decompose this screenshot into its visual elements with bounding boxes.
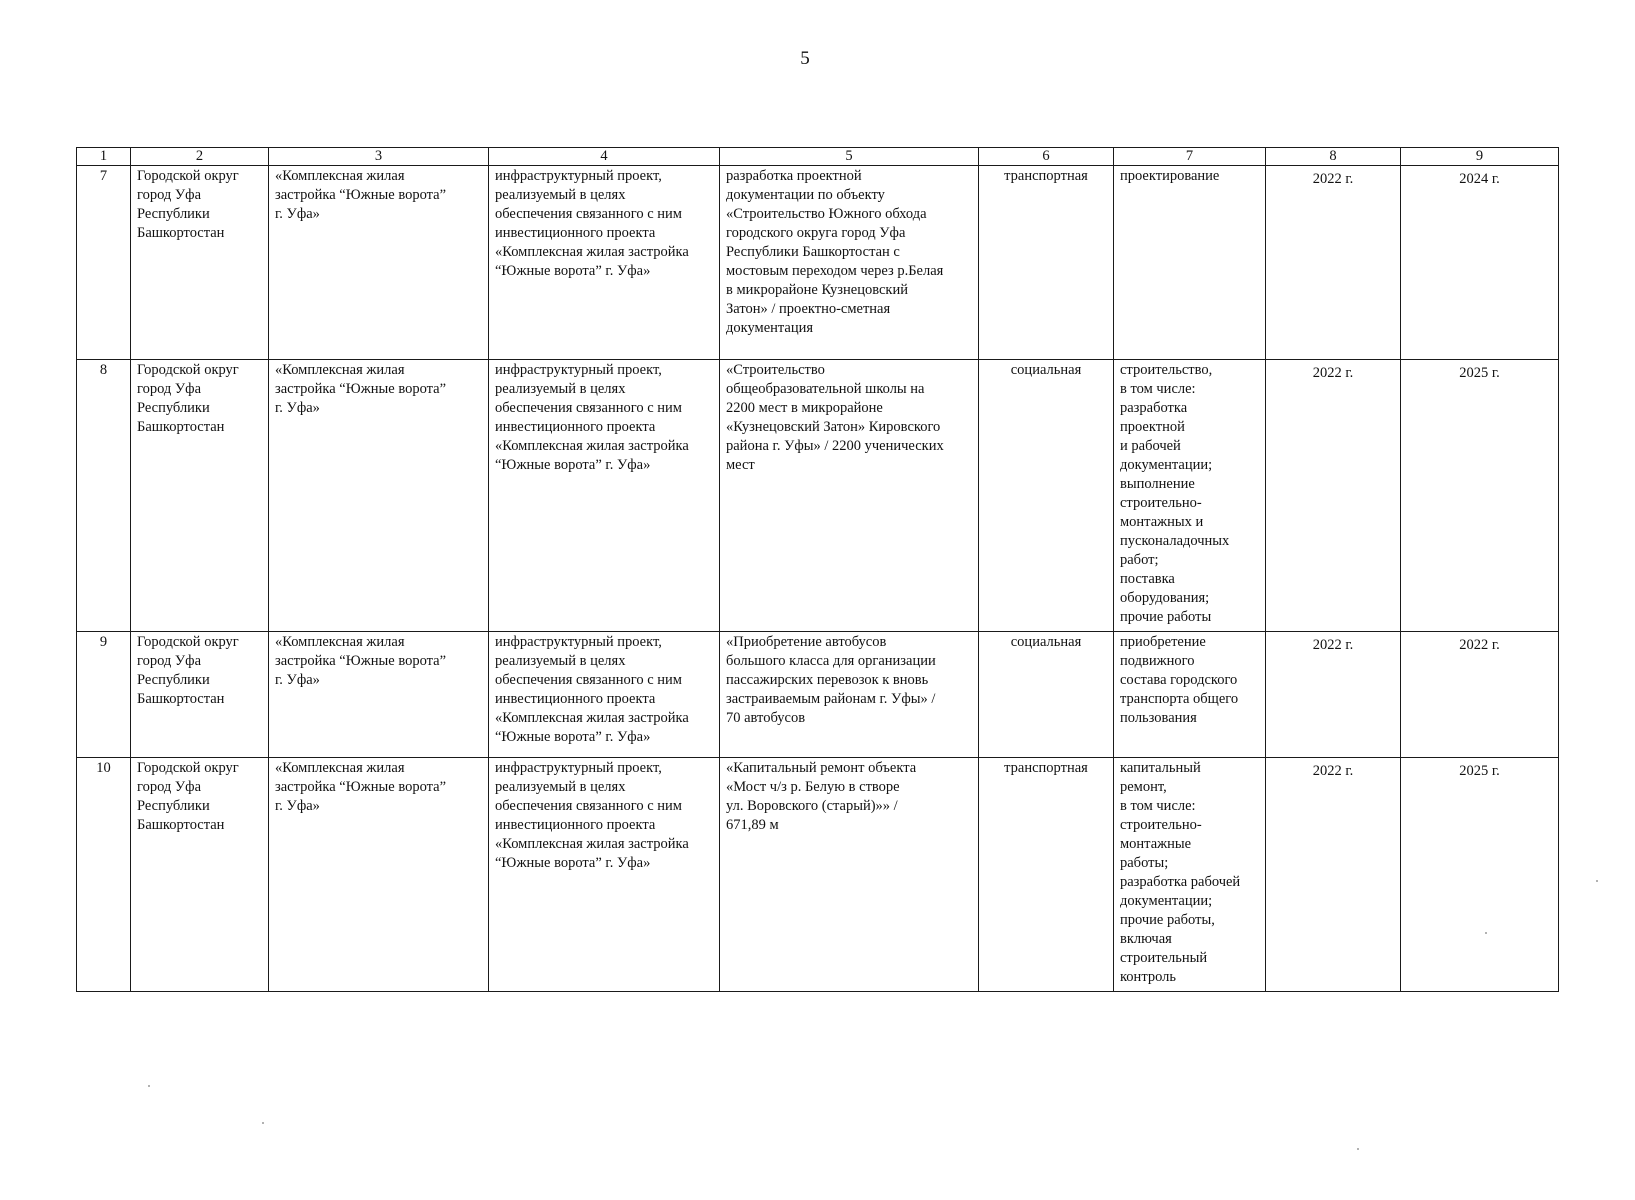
- start-year-cell: 2022 г.: [1266, 166, 1401, 360]
- start-year-cell: 2022 г.: [1266, 360, 1401, 632]
- object-cell: «Строительство общеобразовательной школы на 2200 мест в микрорайоне «Кузнецовский Затон» Кировского района г. Уфы» / 2200 ученических мест: [720, 360, 979, 632]
- column-number-9: 9: [1401, 148, 1559, 166]
- infrastructure-type-cell: транспортная: [979, 758, 1114, 992]
- column-number-3: 3: [269, 148, 489, 166]
- column-number-8: 8: [1266, 148, 1401, 166]
- column-number-4: 4: [489, 148, 720, 166]
- subject-cell: Городской округ город Уфа Республики Башкортостан: [131, 632, 269, 758]
- scan-speck: [148, 1085, 150, 1087]
- infrastructure-project-cell: инфраструктурный проект, реализуемый в целях обеспечения связанного с ним инвестиционного проекта «Комплексная жилая застройка “Южные ворота” г. Уфа»: [489, 166, 720, 360]
- page-number: 5: [800, 48, 810, 69]
- infrastructure-project-cell: инфраструктурный проект, реализуемый в целях обеспечения связанного с ним инвестиционного проекта «Комплексная жилая застройка “Южные ворота” г. Уфа»: [489, 360, 720, 632]
- column-number-2: 2: [131, 148, 269, 166]
- row-number: 8: [77, 360, 131, 632]
- infrastructure-type-cell: социальная: [979, 632, 1114, 758]
- subject-cell: Городской округ город Уфа Республики Башкортостан: [131, 166, 269, 360]
- infrastructure-type-cell: социальная: [979, 360, 1114, 632]
- row-number: 7: [77, 166, 131, 360]
- subject-cell: Городской округ город Уфа Республики Башкортостан: [131, 360, 269, 632]
- column-number-5: 5: [720, 148, 979, 166]
- start-year-cell: 2022 г.: [1266, 632, 1401, 758]
- end-year-cell: 2025 г.: [1401, 360, 1559, 632]
- object-cell: «Капитальный ремонт объекта «Мост ч/з р. Белую в створе ул. Воровского (старый)»» / 671,89 м: [720, 758, 979, 992]
- table-row: [77, 758, 1559, 992]
- column-number-row: [77, 148, 1559, 166]
- projects-table-container: [76, 147, 1558, 992]
- column-number-7: 7: [1114, 148, 1266, 166]
- subject-cell: Городской округ город Уфа Республики Башкортостан: [131, 758, 269, 992]
- table-row: [77, 166, 1559, 360]
- column-number-6: 6: [979, 148, 1114, 166]
- infrastructure-project-cell: инфраструктурный проект, реализуемый в целях обеспечения связанного с ним инвестиционного проекта «Комплексная жилая застройка “Южные ворота” г. Уфа»: [489, 758, 720, 992]
- scan-speck: [1485, 932, 1487, 934]
- investment-project-cell: «Комплексная жилая застройка “Южные ворота” г. Уфа»: [269, 360, 489, 632]
- scan-speck: [1596, 880, 1598, 882]
- projects-table: [76, 147, 1559, 992]
- works-cell: приобретение подвижного состава городского транспорта общего пользования: [1114, 632, 1266, 758]
- investment-project-cell: «Комплексная жилая застройка “Южные ворота” г. Уфа»: [269, 166, 489, 360]
- investment-project-cell: «Комплексная жилая застройка “Южные ворота” г. Уфа»: [269, 632, 489, 758]
- object-cell: «Приобретение автобусов большого класса для организации пассажирских перевозок к вновь застраиваемым районам г. Уфы» / 70 автобусов: [720, 632, 979, 758]
- table-row: [77, 632, 1559, 758]
- table-row: [77, 360, 1559, 632]
- investment-project-cell: «Комплексная жилая застройка “Южные ворота” г. Уфа»: [269, 758, 489, 992]
- object-cell: разработка проектной документации по объекту «Строительство Южного обхода городского округа город Уфа Республики Башкортостан с мостовым переходом через р.Белая в микрорайоне Кузнецовский Затон» / проектно-сметная документация: [720, 166, 979, 360]
- infrastructure-project-cell: инфраструктурный проект, реализуемый в целях обеспечения связанного с ним инвестиционного проекта «Комплексная жилая застройка “Южные ворота” г. Уфа»: [489, 632, 720, 758]
- end-year-cell: 2022 г.: [1401, 632, 1559, 758]
- works-cell: капитальный ремонт, в том числе: строительно- монтажные работы; разработка рабочей документации; прочие работы, включая строительный контроль: [1114, 758, 1266, 992]
- start-year-cell: 2022 г.: [1266, 758, 1401, 992]
- scan-speck: [262, 1122, 264, 1124]
- end-year-cell: 2025 г.: [1401, 758, 1559, 992]
- column-number-1: 1: [77, 148, 131, 166]
- row-number: 10: [77, 758, 131, 992]
- works-cell: строительство, в том числе: разработка проектной и рабочей документации; выполнение строительно- монтажных и пусконаладочных работ; поставка оборудования; прочие работы: [1114, 360, 1266, 632]
- scan-speck: [1357, 1148, 1359, 1150]
- works-cell: проектирование: [1114, 166, 1266, 360]
- infrastructure-type-cell: транспортная: [979, 166, 1114, 360]
- row-number: 9: [77, 632, 131, 758]
- end-year-cell: 2024 г.: [1401, 166, 1559, 360]
